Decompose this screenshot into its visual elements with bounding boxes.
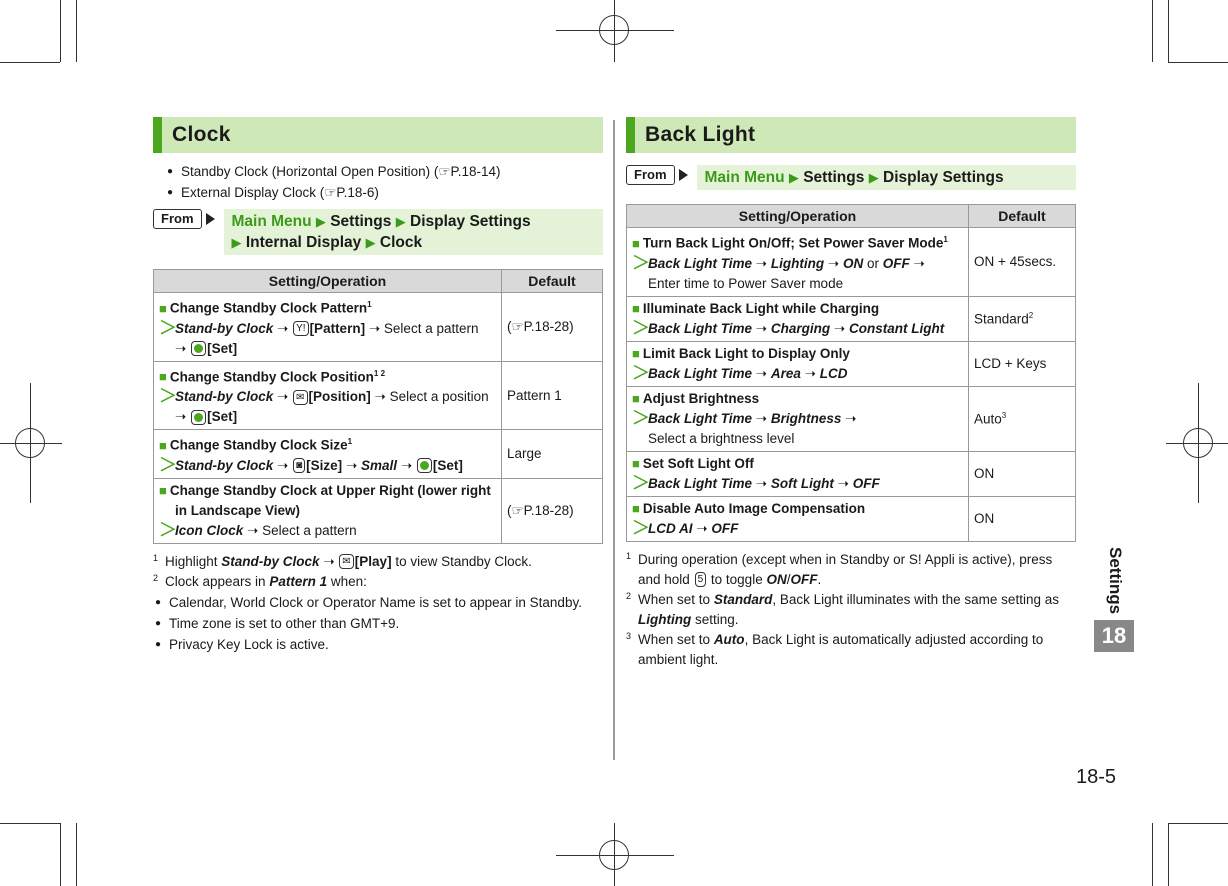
- chevron-icon: ＞: [632, 252, 650, 273]
- triangle-icon: ▶: [788, 170, 799, 185]
- square-icon: ■: [159, 482, 167, 498]
- arrow-icon: ➝: [277, 320, 289, 336]
- triangle-icon: ▶: [868, 170, 879, 185]
- operation-title: Adjust Brightness: [642, 390, 760, 406]
- registration-circle: [599, 15, 629, 45]
- operation-title: Disable Auto Image Compensation: [642, 500, 866, 516]
- square-icon: ■: [632, 500, 640, 516]
- footnote: 1 Highlight Stand-by Clock ➝ ✉ [Play] to view Standby Clock.: [153, 552, 532, 569]
- crop-mark: [60, 0, 61, 62]
- table-row: [154, 293, 603, 362]
- default-value: (☞P.18-28): [502, 293, 603, 362]
- path-step: Settings: [330, 213, 392, 230]
- center-key-icon: [191, 341, 206, 356]
- op-step: Select a position: [389, 389, 489, 404]
- bullet-item: ● Standby Clock (Horizontal Open Position) (☞P.18-14): [169, 161, 603, 182]
- registration-circle: [599, 840, 629, 870]
- bullet-item: ● External Display Clock (☞P.18-6): [169, 182, 603, 203]
- default-value: ON + 45secs.: [969, 228, 1076, 297]
- arrow-icon: ➝: [845, 410, 857, 426]
- mail-key-icon: ✉: [339, 554, 353, 569]
- from-badge: From: [626, 165, 675, 185]
- column-header: Setting/Operation: [154, 270, 502, 293]
- default-value: ON: [969, 451, 1076, 496]
- column-divider: [613, 120, 615, 760]
- footnote-ref: 1: [943, 235, 948, 244]
- operation-title: Turn Back Light On/Off; Set Power Saver Mode: [642, 235, 944, 251]
- from-path: [626, 165, 1076, 190]
- square-icon: ■: [632, 455, 640, 471]
- crop-mark: [1152, 823, 1153, 886]
- triangle-icon: ▶: [315, 214, 326, 229]
- clock-bullets: [153, 161, 603, 203]
- chapter-number: 18: [1094, 620, 1134, 652]
- menu-path: [697, 165, 1077, 190]
- sub-bullet: ● Privacy Key Lock is active.: [153, 634, 603, 655]
- crop-mark: [1168, 823, 1228, 824]
- footnote-ref: 1: [347, 437, 353, 446]
- arrow-icon: ➝: [837, 475, 849, 491]
- arrow-icon: ➝: [913, 255, 925, 271]
- table-row: ■ Disable Auto Image Compensation ＞ LCD AI ➝ OFF ON: [627, 496, 1076, 541]
- arrow-icon: ➝: [755, 365, 768, 381]
- default-value: Large: [502, 430, 603, 479]
- default-value: LCD + Keys: [969, 341, 1076, 386]
- operation-title: Limit Back Light to Display Only: [642, 345, 850, 361]
- op-step: Select a pattern: [262, 522, 357, 538]
- registration-circle: [1183, 428, 1213, 458]
- default-value: (☞P.18-28): [502, 478, 603, 543]
- crop-mark: [76, 0, 77, 62]
- op-step: Stand-by Clock: [175, 389, 274, 404]
- table-row: [154, 478, 603, 543]
- op-step: [Set]: [207, 409, 238, 424]
- crop-mark: [1168, 62, 1228, 63]
- from-badge: From: [153, 209, 202, 229]
- crop-mark: [1168, 0, 1169, 62]
- triangle-icon: ▶: [395, 214, 406, 229]
- arrow-icon: ➝: [755, 320, 768, 336]
- yahoo-key-icon: Y!: [293, 321, 308, 336]
- op-step: Stand-by Clock: [175, 457, 274, 473]
- clock-settings-table: [153, 269, 603, 544]
- backlight-settings-table: [626, 204, 1076, 542]
- arrow-icon: ➝: [400, 457, 413, 473]
- arrow-icon: ➝: [827, 255, 840, 271]
- center-key-icon: [417, 458, 432, 473]
- section-title-backlight: Back Light: [626, 117, 1076, 153]
- square-icon: ■: [632, 235, 640, 251]
- crop-mark: [60, 823, 61, 886]
- footnote-ref: 1: [367, 300, 372, 309]
- arrow-icon: ➝: [368, 320, 381, 336]
- triangle-icon: ▶: [365, 235, 376, 250]
- footnote: 2 When set to Standard, Back Light illuminates with the same setting as Lighting setting.: [626, 590, 1059, 627]
- square-icon: ■: [632, 390, 640, 406]
- arrow-icon: ➝: [755, 475, 768, 491]
- footnote: 2 Clock appears in Pattern 1 when:: [153, 572, 367, 589]
- footnote: 1 During operation (except when in Standby or S! Appli is active), press and hold 5 to toggle ON/OFF.: [626, 550, 1053, 587]
- column-header: Setting/Operation: [627, 205, 969, 228]
- path-step: Main Menu: [231, 213, 312, 230]
- arrow-icon: ➝: [696, 520, 708, 536]
- registration-circle: [15, 428, 45, 458]
- column-header: Default: [502, 270, 603, 293]
- section-title-clock: Clock: [153, 117, 603, 153]
- table-row: ■ Set Soft Light Off ＞ Back Light Time ➝ Soft Light ➝ OFF ON: [627, 451, 1076, 496]
- footnote: 3 When set to Auto, Back Light is automatically adjusted according to ambient light.: [626, 630, 1044, 667]
- chevron-icon: ＞: [632, 362, 650, 383]
- chevron-icon: ＞: [159, 386, 177, 406]
- table-row: [154, 361, 603, 430]
- chevron-icon: ＞: [632, 317, 650, 338]
- table-row: ■ Limit Back Light to Display Only ＞ Back Light Time ➝ Area ➝ LCD LCD + Keys: [627, 341, 1076, 386]
- page-number: 18-5: [1076, 766, 1117, 788]
- chevron-icon: ＞: [632, 472, 650, 493]
- default-value: Standard$^2$: [969, 296, 1076, 341]
- arrow-icon: ➝: [374, 389, 386, 404]
- backlight-footnotes: [626, 550, 1076, 670]
- camera-key-icon: ◙: [293, 458, 305, 473]
- arrow-icon: ➝: [755, 255, 768, 271]
- op-step: Small: [361, 457, 398, 473]
- menu-path: [224, 209, 604, 255]
- crop-mark: [76, 823, 77, 886]
- path-step: Display Settings: [883, 169, 1004, 186]
- op-step: [Pattern]: [309, 320, 366, 336]
- square-icon: ■: [159, 369, 167, 384]
- chevron-icon: ＞: [159, 454, 177, 475]
- op-step: [Set]: [432, 457, 463, 473]
- path-step: Settings: [803, 169, 865, 186]
- triangle-icon: ▶: [231, 235, 242, 250]
- table-row: ■ Illuminate Back Light while Charging ＞ Back Light Time ➝ Charging ➝ Constant Light Standard$^2$: [627, 296, 1076, 341]
- crop-mark: [1168, 823, 1169, 886]
- default-value: Auto$^3$: [969, 386, 1076, 451]
- default-value: Pattern 1: [502, 361, 603, 430]
- arrow-icon: ➝: [323, 553, 335, 569]
- arrow-icon: ➝: [175, 340, 187, 356]
- chevron-icon: ＞: [632, 517, 650, 538]
- mail-key-icon: ✉: [293, 390, 307, 405]
- operation-title: Illuminate Back Light while Charging: [642, 300, 880, 316]
- operation-title: Change Standby Clock Pattern: [169, 300, 368, 316]
- chevron-icon: ＞: [159, 317, 177, 338]
- table-row: ■ Turn Back Light On/Off; Set Power Saver Mode$^1$ ＞ Back Light Time ➝ Lighting ➝ ON or OFF ➝ Enter time to Power Saver mode ON + 45secs.: [627, 228, 1076, 297]
- arrow-icon: ➝: [345, 457, 358, 473]
- square-icon: ■: [159, 437, 167, 453]
- crop-mark: [0, 62, 60, 63]
- path-step: Display Settings: [410, 213, 531, 230]
- chapter-tab: [1094, 544, 1134, 652]
- op-step: [Position]: [308, 389, 371, 404]
- arrow-icon: ➝: [175, 409, 187, 424]
- column-header: Default: [969, 205, 1076, 228]
- from-path: [153, 209, 603, 255]
- arrow-icon: ➝: [833, 320, 846, 336]
- sub-bullet: ● Calendar, World Clock or Operator Name is set to appear in Standby.: [153, 592, 603, 613]
- default-value: ON: [969, 496, 1076, 541]
- footnote-ref: 1 2: [373, 368, 386, 378]
- crop-mark: [1152, 0, 1153, 62]
- arrow-icon: ➝: [277, 457, 289, 473]
- arrow-icon: ➝: [247, 522, 259, 538]
- key-5-icon: 5: [695, 572, 707, 587]
- clock-footnotes: [153, 552, 603, 655]
- op-step: Select a pattern: [383, 320, 479, 336]
- path-step: Main Menu: [704, 169, 785, 186]
- table-row: ■ Adjust Brightness ＞ Back Light Time ➝ Brightness ➝ Select a brightness level Auto$^3$: [627, 386, 1076, 451]
- backlight-section: [626, 117, 1076, 670]
- arrow-icon: ➝: [804, 365, 816, 381]
- chapter-label: Settings: [1106, 546, 1125, 614]
- chevron-icon: ＞: [632, 407, 650, 428]
- square-icon: ■: [632, 345, 640, 361]
- sub-bullet: ● Time zone is set to other than GMT+9.: [153, 613, 603, 634]
- arrow-icon: ➝: [277, 389, 289, 404]
- table-row: [154, 430, 603, 479]
- path-step: Clock: [379, 234, 423, 251]
- chevron-icon: ＞: [159, 519, 177, 540]
- arrow-icon: ➝: [755, 410, 768, 426]
- op-step: Stand-by Clock: [175, 320, 274, 336]
- op-step: Icon Clock: [175, 522, 244, 538]
- operation-title: Set Soft Light Off: [642, 455, 754, 471]
- center-key-icon: [191, 410, 206, 425]
- operation-title: Change Standby Clock Size: [169, 437, 348, 453]
- clock-section: [153, 117, 603, 655]
- square-icon: ■: [632, 300, 640, 316]
- crop-mark: [0, 823, 60, 824]
- path-step: Internal Display: [245, 234, 362, 251]
- op-step: [Set]: [207, 340, 238, 356]
- op-step: [Size]: [306, 457, 343, 473]
- operation-title: Change Standby Clock at Upper Right (lower right in Landscape View): [169, 482, 491, 518]
- operation-title: Change Standby Clock Position: [169, 369, 374, 384]
- square-icon: ■: [159, 300, 167, 316]
